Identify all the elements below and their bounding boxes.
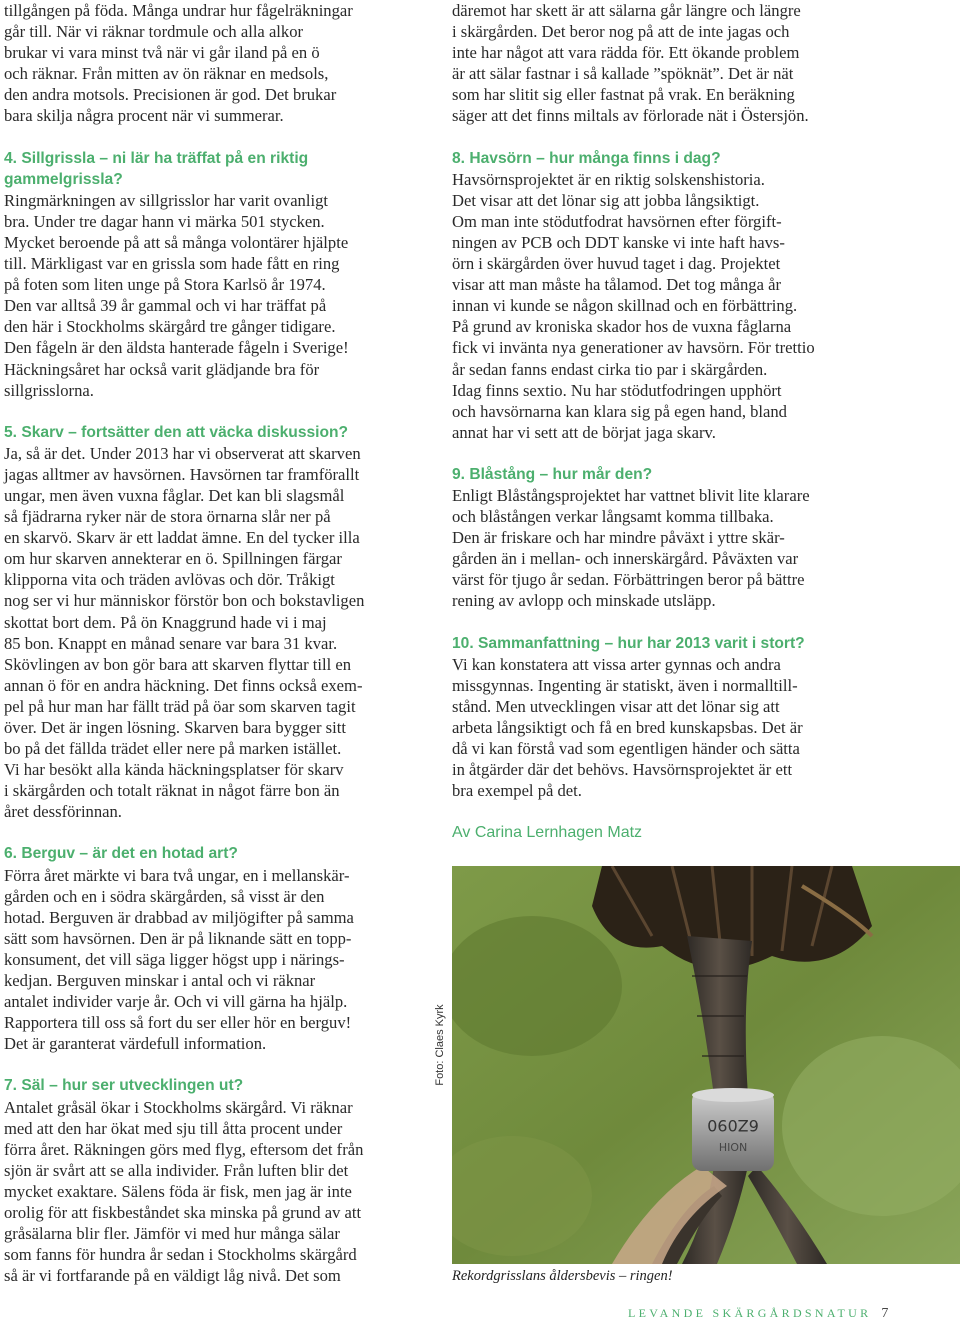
magazine-name: LEVANDE SKÄRGÅRDSNATUR bbox=[628, 1306, 872, 1320]
section-heading-9: 9. Blåstång – hur mår den? bbox=[452, 465, 653, 483]
ring-subtext: NOIH bbox=[718, 1140, 748, 1153]
photo-credit bbox=[433, 985, 447, 1105]
section-body-7: Antalet gråsäl ökar i Stockholms skärgård. Vi räknar med att den har ökat med sju till åtta procent under förra året. Räkningen görs med flyg, eftersom det från sjön är svårt att se alla individer. Från luften blir det mycket exaktare. Sälens föda är fisk, men jag är inte orolig för att fiskbeståndet ska minska på grund av att gråsälarna blir fler. Jämför vi med hur många sälar som fanns för hundra år sedan i Stockholms skärgård så är vi fortfarande på en väldigt låg nivå. Det som bbox=[4, 1097, 364, 1286]
section-heading-7: 7. Säl – hur ser utvecklingen ut? bbox=[4, 1077, 244, 1095]
byline: Av Carina Lernhagen Matz bbox=[452, 824, 643, 842]
section-body-8: Havsörnsprojektet är en riktig solskenshistoria. Det visar att det lönar sig att jobba långsiktigt. Om man inte stödutfodrat havsörnen efter förgift- ningen av PCB och DDT kanske vi inte haft havs- örn i skärgården över huvud taget i dag. Projektet visar att man måste ha tålamod. Det tog många år innan vi kunde se någon skillnad och en förbättring. På grund av kroniska skador hos de vuxna fåglarna fick vi invänta nya generationer av havsörn. För trettio år sedan fanns endast cirka tio par i skärgården. Idag finns sextio. Nu har stödutfodringen upphört och havsörnarna kan klara sig på egen hand, bland annat har vi sett att de börjat jaga skarv. bbox=[452, 169, 815, 442]
right-column bbox=[452, 0, 952, 843]
ring-number: 6Z090 bbox=[707, 1116, 759, 1135]
section-heading-6: 6. Berguv – är det en hotad art? bbox=[4, 845, 238, 863]
section-body-4: Ringmärkningen av sillgrisslor har varit ovanligt bra. Under tre dagar hann vi märka 501 stycken. Mycket beroende på att så många volontärer hjälpte till. Märkligast var en grissla som hade fått en ring på foten som liten unge på Stora Karlsö år 1974. Den var alltså 39 år gammal och vi har träffat på den här i Stockholms skärgård tre gånger tidigare. Den fågeln är den äldsta hanterade fågeln i Sverige! Häckningsåret har också varit glädjande bra för sillgrisslorna. bbox=[4, 190, 349, 400]
page-number: 7 bbox=[881, 1306, 889, 1321]
section-heading-10: 10. Sammanfattning – hur har 2013 varit i stort? bbox=[452, 634, 805, 652]
right-intro: däremot har skett är att sälarna går längre och längre i skärgården. Det beror nog på att de inte jagas och inte har något att vara rädda för. Ett ökande problem är att sälar fastnar i så kallade ”spöknät”. Det är nät som har slitit sig eller fastnat på vrak. En beräkning säger att det finns miltals av förlorade nät i Östersjön. bbox=[452, 1, 809, 126]
bird-leg-ring-photo bbox=[452, 866, 960, 1264]
section-heading-4: 4. Sillgrissla – ni lär ha träffat på en riktig gammelgrissla? bbox=[4, 149, 309, 188]
section-body-5: Ja, så är det. Under 2013 har vi observerat att skarven jagas alltmer av havsörnen. Havsörnen tar framförallt ungar, men även vuxna fåglar. Det kan bli slagsmål så fjädrarna ryker när de stora örnarna slår ner på en skarvö. Skarv är ett laddat ämne. En del tycker illa om hur skarven annekterar en ö. Spillningen färgar klipporna vita och träden avlövas och dör. Tråkigt nog ser vi hur människor förstör bon och bokstavligen skottat bort dem. På ön Knaggrund hade vi i maj 85 bon. Knappt en månad senare var bara 31 kvar. Skövlingen av bon gör bara att skarven flyttar till en annan ö för en andra häckning. Det finns också exem- pel på hur man har fällt träd på öar som skarven tagit över. Det är ingen lösning. Skarven bara bygger sitt bo på det fällda trädet eller nere på marken istället. Vi har besökt alla kända häckningsplatser för skarv i skärgården och totalt räknat in något färre bon än året dessförinnan. bbox=[4, 443, 365, 822]
ring bbox=[692, 1088, 774, 1171]
left-intro: tillgången på föda. Många undrar hur fågelräkningar går till. När vi räknar tordmule och alla alkor brukar vi vara minst två när vi går iland på en ö och räknar. Från mitten av ön räknar en medsols, den andra motsols. Precisionen är god. Det brukar bara skilja några procent när vi summerar. bbox=[4, 1, 353, 126]
section-body-9: Enligt Blåstångsprojektet har vattnet blivit lite klarare och blåstången verkar långsamt komma tillbaka. Den är friskare och har mindre påväxt i yttre skär- gården än i mellan- och innerskärgård. Påväxten var värst för tjugo år sedan. Förbättringen beror på bättre rening av avlopp och minskade utsläpp. bbox=[452, 485, 810, 611]
page-footer bbox=[628, 1306, 888, 1322]
section-body-6: Förra året märkte vi bara två ungar, en i mellanskär- gården och en i södra skärgården, så visst är den hotad. Berguven är drabbad av miljögifter på samma sätt som havsörnen. Den är på liknande sätt en topp- konsument, det vill säga ligger högst upp i närings- kedjan. Berguven minskar i antal och vi räknar antalet individer varje år. Och vi vill gärna ha hjälp. Rapportera till oss så fort du ser eller hör en berguv! Det är garanterat värdefull information. bbox=[4, 865, 354, 1054]
section-heading-5: 5. Skarv – fortsätter den att väcka diskussion? bbox=[4, 423, 349, 441]
photo-credit-text: Foto: Claes Kyrk bbox=[434, 1004, 446, 1086]
section-heading-8: 8. Havsörn – hur många finns i dag? bbox=[452, 149, 721, 167]
section-body-10: Vi kan konstatera att vissa arter gynnas och andra missgynnas. Ingenting är statiskt, även i normalltill- stånd. Men utvecklingen visar att det lönar sig att arbeta långsiktigt och få en bred kunskapsbas. Det är då vi kan förstå vad som egentligen händer och sätta in åtgärder där det behövs. Havsörnsprojektet är ett bra exempel på det. bbox=[452, 654, 803, 801]
photo-caption: Rekordgrisslans åldersbevis – ringen! bbox=[452, 1268, 673, 1284]
left-column bbox=[4, 0, 424, 1286]
